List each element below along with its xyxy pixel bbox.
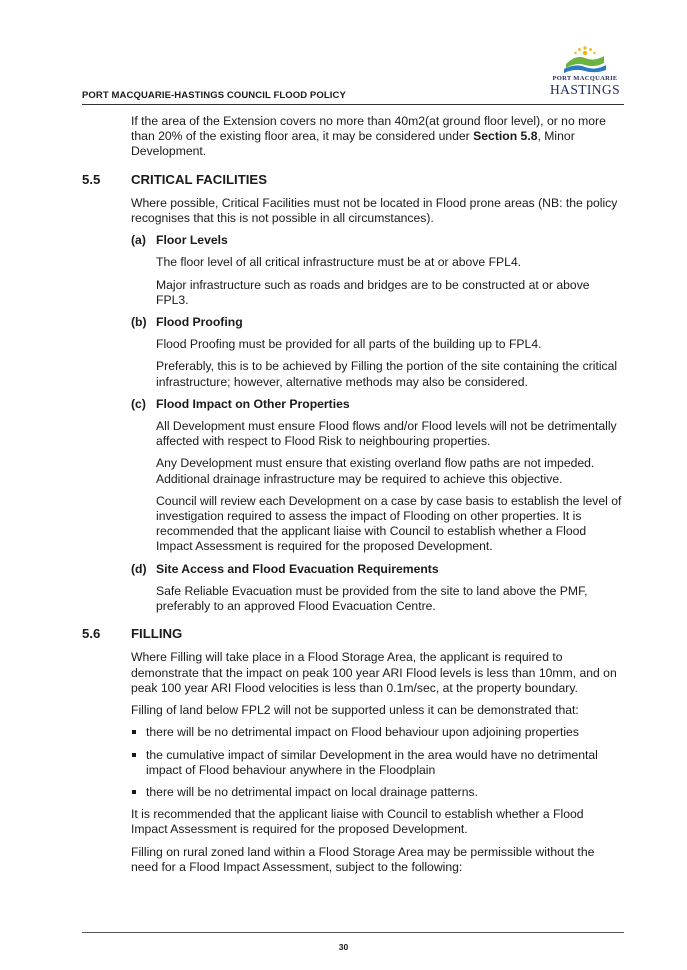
section-title: FILLING — [131, 626, 183, 642]
subsection-heading-b — [0, 315, 687, 330]
subsection-paragraph: All Development must ensure Flood flows and/or Flood levels will not be detrimentally affected with respect to Flood Risk to neighbouring properties. — [156, 419, 617, 449]
subsection-title: Floor Levels — [156, 233, 228, 248]
section-number: 5.5 — [82, 171, 101, 187]
header-divider — [82, 104, 624, 105]
page-content — [0, 114, 687, 882]
logo-text-port-macquarie: PORT MACQUARIE — [552, 75, 618, 82]
section-heading-5-5 — [0, 172, 687, 187]
subsection-heading-c — [0, 397, 687, 412]
footer-divider — [82, 932, 624, 933]
list-item: the cumulative impact of similar Development in the area would have no detrimental impact of Flood behaviour anywhere in the Floodplain — [131, 748, 623, 778]
subsection-paragraph: The floor level of all critical infrastructure must be at or above FPL4. — [156, 255, 522, 270]
intro-paragraph: If the area of the Extension covers no more than 40m2(at ground floor level), or no more than 20% of the existing floor area, it may be considered under Section 5.8, Minor Development. — [131, 114, 606, 159]
list-item: there will be no detrimental impact on Flood behaviour upon adjoining properties — [131, 725, 623, 740]
square-bullet-icon — [132, 753, 136, 757]
subsection-label: (a) — [131, 233, 146, 248]
section-paragraph: Filling of land below FPL2 will not be supported unless it can be demonstrated that: — [131, 703, 579, 718]
header-title: PORT MACQUARIE-HASTINGS COUNCIL FLOOD POLICY — [82, 90, 346, 101]
subsection-label: (b) — [131, 315, 147, 330]
council-logo — [546, 44, 624, 100]
section-title: CRITICAL FACILITIES — [131, 171, 268, 187]
logo-text-hastings: HASTINGS — [550, 82, 620, 97]
section-heading-5-6 — [0, 626, 687, 641]
subsection-paragraph: Flood Proofing must be provided for all parts of the building up to FPL4. — [156, 337, 542, 352]
subsection-paragraph: Safe Reliable Evacuation must be provided from the site to land above the PMF, preferably to an approved Flood Evacuation Centre. — [156, 583, 588, 614]
council-logo-mark-icon — [562, 44, 608, 74]
subsection-title: Flood Impact on Other Properties — [156, 396, 350, 411]
section-reference: Section 5.8 — [473, 129, 538, 144]
section-paragraph: Filling on rural zoned land within a Flood Storage Area may be permissible without the need for a Flood Impact Assessment, subject to the following: — [131, 844, 595, 874]
bullet-list — [131, 725, 623, 800]
subsection-paragraph: Council will review each Development on a case by case basis to establish the level of investigation required to assess the impact of Flooding on other properties. It is recommended that the applicant liaise with Council to establish whether a Flood Impact Assessment is required for the proposed Development. — [156, 493, 622, 554]
section-paragraph: It is recommended that the applicant liaise with Council to establish whether a Flood Impact Assessment is required for the proposed Development. — [131, 807, 584, 837]
list-item: there will be no detrimental impact on local drainage patterns. — [131, 785, 623, 800]
subsection-label: (c) — [131, 396, 146, 411]
subsection-paragraph: Major infrastructure such as roads and bridges are to be constructed at or above FPL3. — [156, 277, 590, 307]
square-bullet-icon — [132, 730, 136, 734]
subsection-heading-a — [0, 233, 687, 248]
subsection-paragraph: Any Development must ensure that existing overland flow paths are not impeded. Additional drainage infrastructure may be required to achieve this objective. — [156, 456, 595, 486]
subsection-label: (d) — [131, 561, 147, 576]
subsection-title: Flood Proofing — [156, 315, 243, 330]
section-number: 5.6 — [82, 626, 101, 642]
page-number: 30 — [338, 942, 349, 952]
subsection-title: Site Access and Flood Evacuation Requirements — [156, 561, 439, 576]
section-intro-paragraph: Where possible, Critical Facilities must not be located in Flood prone areas (NB: the policy recognises that this is not possible in all circumstances). — [131, 195, 618, 226]
subsection-paragraph: Preferably, this is to be achieved by Filling the portion of the site containing the critical infrastructure; however, alternative methods may also be considered. — [156, 359, 618, 389]
section-paragraph: Where Filling will take place in a Flood Storage Area, the applicant is required to demonstrate that the impact on peak 100 year ARI Flood levels is less than 10mm, and on peak 100 year ARI Flood velocities is less than 0.1m/sec, at the property boundary. — [131, 650, 617, 695]
square-bullet-icon — [132, 790, 136, 794]
subsection-heading-d — [0, 562, 687, 577]
